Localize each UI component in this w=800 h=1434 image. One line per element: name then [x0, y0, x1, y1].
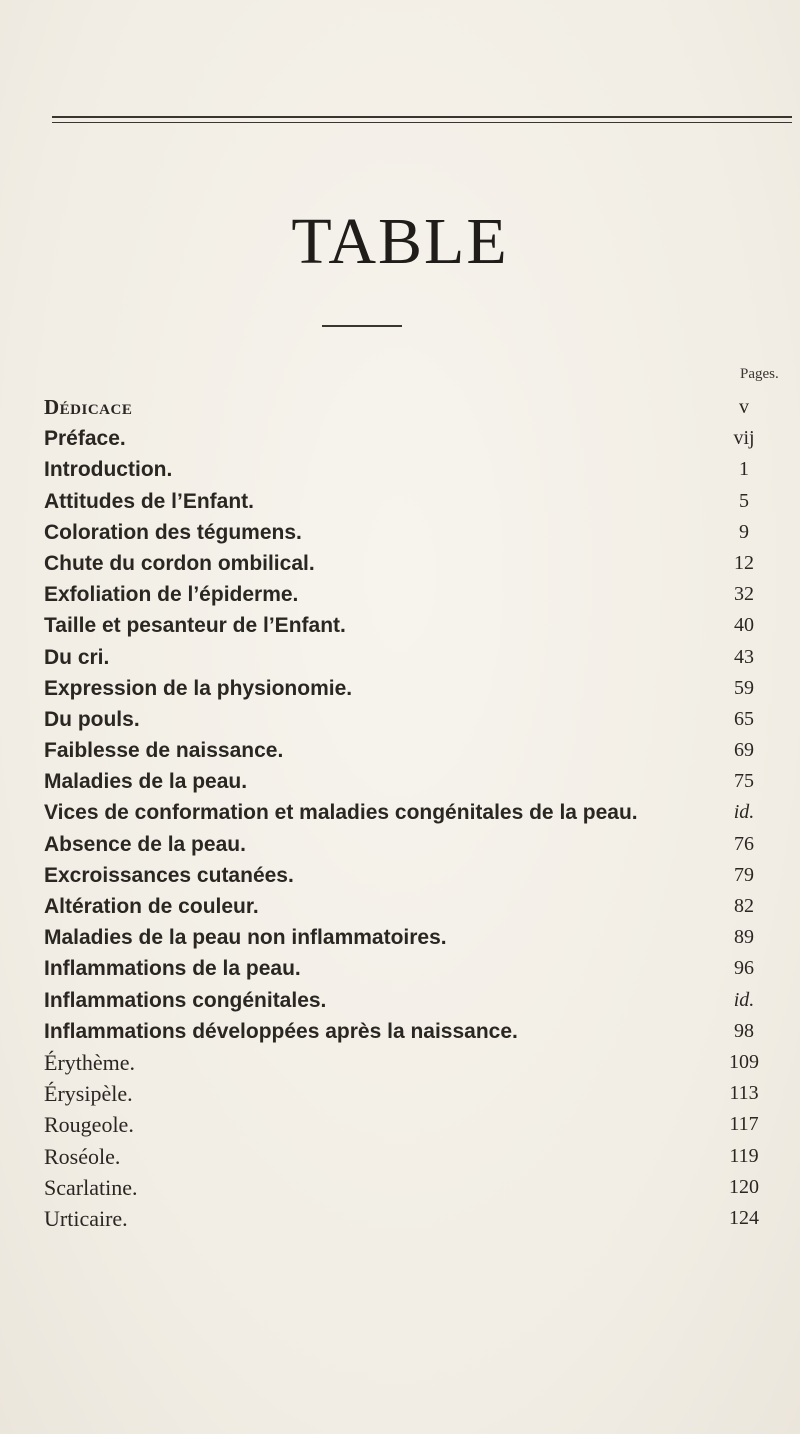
toc-entry-title: Exfoliation de l’épiderme. — [44, 583, 299, 607]
toc-entry — [44, 1172, 774, 1203]
toc-entry-title: Érysipèle. — [44, 1081, 133, 1107]
toc-entry — [44, 1109, 774, 1140]
toc-entry — [44, 1016, 774, 1047]
toc-entry-page: id. — [733, 801, 755, 824]
toc-entry-title: Roséole. — [44, 1143, 121, 1169]
toc-entry — [44, 797, 774, 828]
toc-entry — [44, 486, 774, 517]
toc-entry-page: 32 — [734, 583, 754, 606]
toc-entry — [44, 392, 774, 423]
toc-entry — [44, 985, 774, 1016]
toc-entry — [44, 454, 774, 485]
toc-entry — [44, 922, 774, 953]
toc-entry — [44, 735, 774, 766]
toc-entry — [44, 610, 774, 641]
toc-entry-page: 113 — [729, 1082, 759, 1105]
toc-entry-title: Excroissances cutanées. — [44, 863, 294, 887]
toc-entry-title: Urticaire. — [44, 1205, 128, 1231]
toc-entry — [44, 579, 774, 610]
toc-entry-title: Inflammations congénitales. — [44, 988, 327, 1012]
toc-entry-page: 82 — [734, 895, 754, 917]
toc-entry — [44, 860, 774, 891]
toc-entry-title: Scarlatine. — [44, 1174, 138, 1200]
toc-entry — [44, 642, 774, 673]
toc-entry-title: Dédicace — [44, 395, 133, 419]
toc-entry — [44, 673, 774, 704]
toc-entry — [44, 1203, 774, 1234]
toc-entry-page: 96 — [734, 957, 754, 980]
toc-entry-title: Altération de couleur. — [44, 895, 259, 918]
table-of-contents — [44, 392, 774, 1234]
toc-entry-title: Vices de conformation et maladies congénitales de la peau. — [44, 801, 638, 825]
toc-entry-page: 12 — [734, 551, 754, 574]
toc-entry-title: Taille et pesanteur de l’Enfant. — [44, 614, 346, 638]
toc-entry-title: Préface. — [44, 427, 126, 451]
toc-entry-page: 59 — [734, 676, 754, 699]
toc-entry-page: 65 — [734, 707, 754, 730]
toc-entry-title: Du pouls. — [44, 707, 140, 731]
toc-entry-title: Érythème. — [44, 1049, 136, 1075]
toc-entry — [44, 829, 774, 860]
toc-entry-page: 43 — [734, 645, 754, 668]
toc-entry-page: 76 — [734, 832, 754, 855]
toc-entry-page: 1 — [739, 458, 749, 481]
toc-entry-page: 79 — [734, 863, 754, 886]
toc-entry-title: Maladies de la peau non inflammatoires. — [44, 926, 447, 950]
title-divider — [322, 325, 402, 327]
toc-entry — [44, 766, 774, 797]
toc-entry — [44, 953, 774, 984]
toc-entry-page: 117 — [729, 1113, 759, 1136]
toc-entry — [44, 704, 774, 735]
toc-entry — [44, 423, 774, 454]
toc-entry — [44, 891, 774, 922]
toc-entry-page: 75 — [734, 770, 754, 793]
toc-entry-title: Attitudes de l’Enfant. — [44, 489, 254, 513]
toc-entry-title: Inflammations de la peau. — [44, 957, 301, 981]
toc-entry-page: 89 — [734, 926, 754, 949]
toc-entry — [44, 1141, 774, 1172]
toc-entry-title: Absence de la peau. — [44, 832, 246, 856]
toc-entry-page: 120 — [729, 1175, 759, 1198]
toc-entry-page: 40 — [734, 614, 754, 637]
toc-entry — [44, 517, 774, 548]
toc-entry-page: v — [739, 396, 749, 418]
toc-entry — [44, 1078, 774, 1109]
toc-entry-title: Expression de la physionomie. — [44, 676, 353, 700]
toc-entry-page: vij — [733, 427, 755, 450]
toc-entry — [44, 1047, 774, 1078]
toc-entry-page: 124 — [729, 1206, 759, 1229]
toc-entry-title: Chute du cordon ombilical. — [44, 551, 315, 575]
toc-entry-page: 119 — [729, 1144, 759, 1167]
top-double-rule — [52, 116, 792, 118]
toc-entry-page: 5 — [739, 489, 749, 512]
page-title: TABLE — [291, 205, 509, 279]
toc-entry-page: 69 — [734, 739, 754, 762]
toc-entry — [44, 548, 774, 579]
top-double-rule-thin — [52, 122, 792, 123]
toc-entry-title: Du cri. — [44, 645, 110, 669]
toc-entry-title: Coloration des tégumens. — [44, 520, 302, 544]
toc-entry-page: 9 — [739, 520, 749, 543]
pages-column-heading: Pages. — [740, 366, 779, 382]
toc-entry-title: Faiblesse de naissance. — [44, 739, 284, 763]
toc-entry-title: Rougeole. — [44, 1112, 134, 1138]
toc-entry-title: Introduction. — [44, 458, 173, 482]
toc-entry-page: id. — [733, 988, 755, 1011]
toc-entry-page: 98 — [734, 1019, 754, 1042]
toc-entry-page: 109 — [729, 1050, 759, 1073]
toc-entry-title: Inflammations développées après la naissance. — [44, 1019, 518, 1043]
toc-entry-title: Maladies de la peau. — [44, 770, 248, 794]
